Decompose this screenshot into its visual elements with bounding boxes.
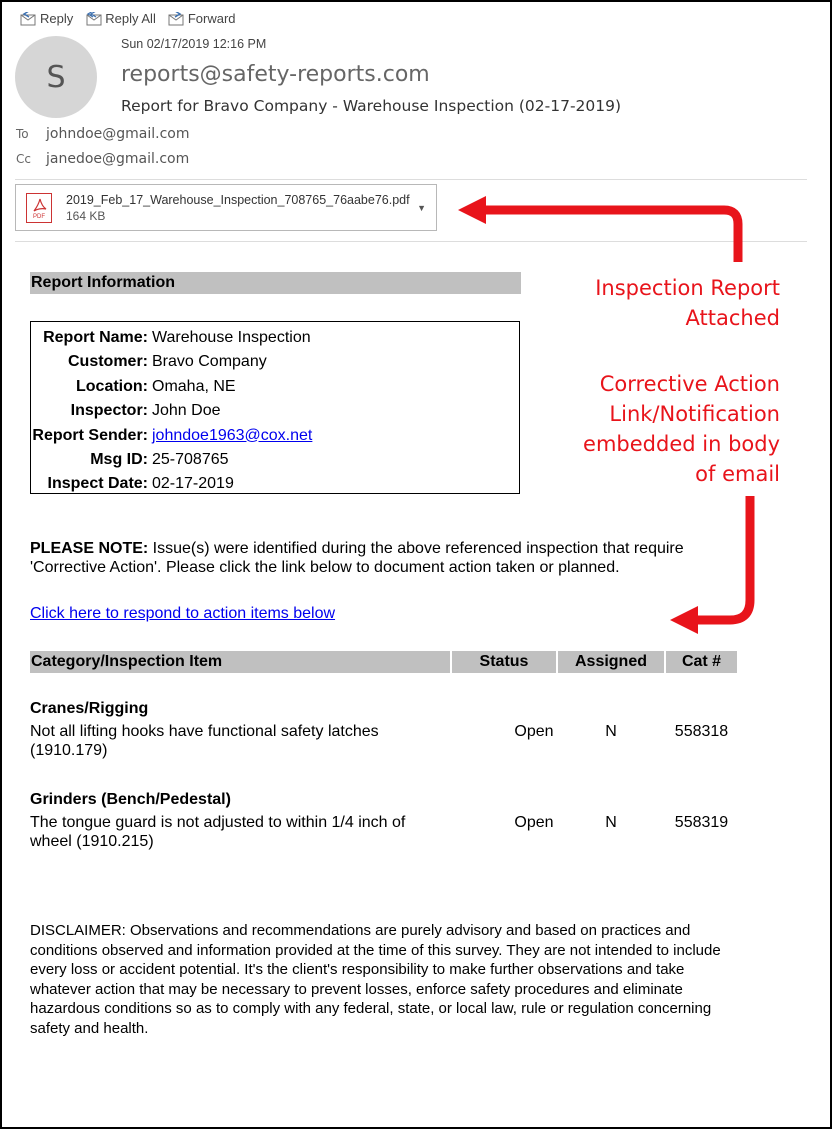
info-row-report-name [31, 326, 519, 350]
sent-date: Sun 02/17/2019 12:16 PM [121, 37, 267, 51]
annotation-line: Corrective Action [599, 372, 780, 396]
reply-label: Reply [40, 11, 74, 26]
column-header-category: Category/Inspection Item [30, 651, 450, 673]
info-key: Inspect Date: [47, 475, 148, 493]
info-row-location [31, 375, 519, 399]
row-status: Open [514, 814, 554, 831]
info-row-customer [31, 350, 519, 374]
info-key: Report Sender: [32, 426, 148, 444]
row-category: Grinders (Bench/Pedestal) [30, 791, 231, 808]
annotation-line: embedded in body [583, 432, 780, 456]
cc-label: Cc [16, 152, 31, 166]
info-key: Report Name: [43, 329, 148, 346]
info-value: Bravo Company [152, 353, 267, 371]
row-category: Cranes/Rigging [30, 700, 149, 717]
attachment-arrowhead-icon [458, 196, 486, 224]
row-cat-number: 558318 [674, 723, 729, 740]
column-header-assigned: Assigned [558, 651, 664, 673]
info-value: Omaha, NE [152, 377, 236, 395]
info-row-report-sender [31, 424, 519, 448]
annotation-line: Attached [685, 306, 780, 330]
info-row-msg-id [31, 448, 519, 472]
row-assigned: N [605, 814, 617, 831]
disclaimer-paragraph: DISCLAIMER: Observations and recommendations are purely advisory and based on practices and conditions observed and information provided at the time of this survey. They are not intended to include every loss or accident potential. It's the client's responsibility to make further observations and take whatever action that may be necessary to prevent losses, enforce safety procedures and eliminate hazardous conditions so as to comply with any federal, state, or local law, rule or regulation concerning safety and health. [30, 922, 721, 1037]
annotation-line: of email [695, 462, 780, 486]
info-key: Location: [76, 377, 148, 395]
attachment-filename: 2019_Feb_17_Warehouse_Inspection_708765_76aabe76.pdf [66, 192, 410, 207]
chevron-down-icon[interactable]: ▼ [417, 203, 426, 213]
table-row [30, 791, 750, 851]
please-note-paragraph [30, 539, 720, 577]
attachment-size: 164 KB [66, 208, 106, 223]
column-header-status: Status [452, 651, 556, 673]
report-info-box [30, 321, 520, 494]
sender-address[interactable]: reports@safety-reports.com [121, 62, 430, 87]
row-status: Open [514, 723, 554, 740]
pdf-icon-text: PDF [33, 213, 45, 220]
sender-avatar: S [15, 36, 97, 118]
row-item: The tongue guard is not adjusted to within 1/4 inch of wheel (1910.215) [30, 814, 406, 850]
reply-all-label: Reply All [105, 11, 156, 26]
info-key: Inspector: [70, 402, 148, 420]
link-arrowhead-icon [670, 606, 698, 634]
info-value: Warehouse Inspection [152, 329, 311, 346]
annotation-line: Inspection Report [595, 276, 780, 300]
row-cat-number: 558319 [674, 814, 729, 831]
to-label: To [16, 127, 29, 141]
table-row [30, 700, 750, 760]
info-row-inspector [31, 399, 519, 423]
respond-action-items-link[interactable]: Click here to respond to action items below [30, 605, 336, 622]
note-label: PLEASE NOTE: [30, 540, 149, 557]
report-information-heading: Report Information [30, 272, 521, 294]
report-sender-email-link[interactable]: johndoe1963@cox.net [152, 426, 313, 444]
info-value: 02-17-2019 [152, 475, 234, 493]
forward-label: Forward [187, 11, 236, 26]
email-subject: Report for Bravo Company - Warehouse Inspection (02-17-2019) [121, 97, 622, 115]
row-assigned: N [605, 723, 617, 740]
note-text: Issue(s) were identified during the above referenced inspection that require 'Corrective Action'. Please click the link below to document action taken or planned. [30, 540, 684, 576]
info-key: Msg ID: [90, 450, 148, 468]
column-header-cat-number: Cat # [666, 651, 737, 673]
row-item: Not all lifting hooks have functional safety latches (1910.179) [30, 723, 379, 759]
annotation-attached [595, 273, 780, 333]
info-key: Customer: [67, 353, 148, 371]
info-row-inspect-date [31, 472, 519, 496]
annotation-line: Link/Notification [609, 402, 780, 426]
cc-recipient[interactable]: janedoe@gmail.com [46, 151, 190, 167]
attachment-arrow-icon [480, 210, 738, 262]
info-value: 25-708765 [152, 450, 229, 468]
to-recipient[interactable]: johndoe@gmail.com [46, 126, 190, 142]
info-value: John Doe [152, 402, 221, 420]
annotation-corrective-action [583, 369, 780, 489]
